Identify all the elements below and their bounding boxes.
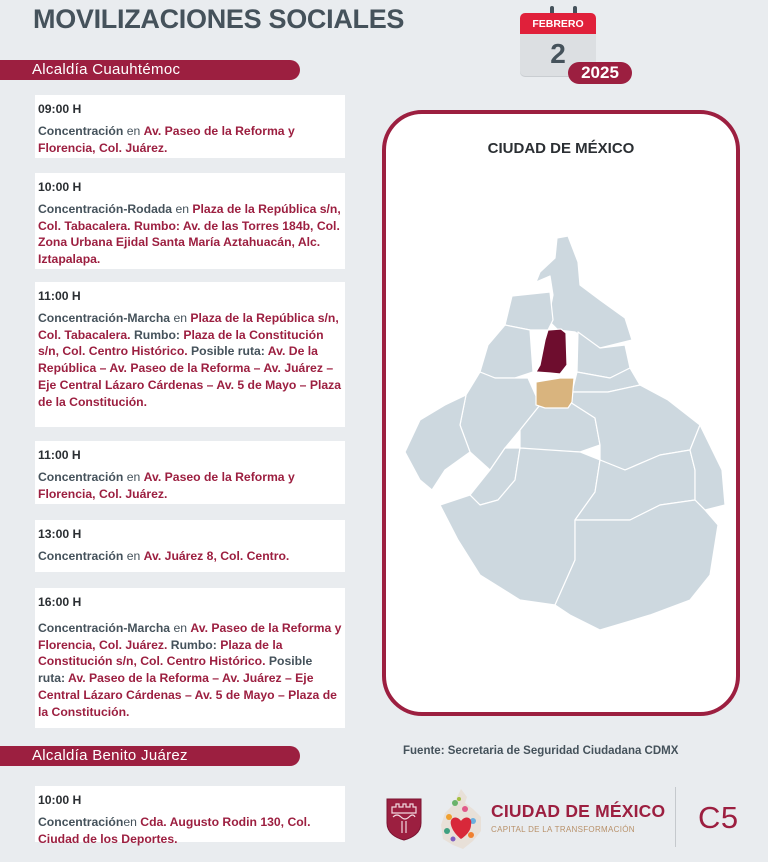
event-card	[35, 173, 345, 269]
event-type: Concentración	[38, 469, 124, 484]
cdmx-brand	[491, 801, 665, 834]
c5-logo: C5	[698, 800, 739, 835]
calendar-year: 2025	[568, 62, 632, 84]
section-banner-benito-juarez: Alcaldía Benito Juárez	[0, 746, 300, 766]
event-location: Cda. Augusto Rodin 130, Col. Ciudad de los Deportes.	[38, 814, 311, 846]
event-connector: en	[123, 814, 141, 829]
page-title: MOVILIZACIONES SOCIALES	[33, 4, 405, 34]
map-region-cuauhtemoc	[536, 329, 567, 374]
map-title: CIUDAD DE MÉXICO	[487, 140, 635, 157]
event-location: Av. Paseo de la Reforma y Florencia, Col. Juárez.	[38, 123, 295, 155]
map-region-cuajimalpa	[405, 395, 470, 490]
event-type: Concentración	[38, 123, 124, 138]
map-region-tlahuac	[690, 425, 725, 510]
event-path: Av. Paseo de la Reforma – Av. Juárez – Eje Central Lázaro Cárdenas – Av. 5 de Mayo – Plaza de la Constitución.	[38, 671, 337, 719]
event-connector: en	[170, 620, 191, 635]
event-connector: en	[123, 469, 144, 484]
cdmx-map	[400, 230, 730, 630]
event-description	[38, 548, 342, 565]
event-connector: en	[172, 201, 193, 216]
event-description	[38, 310, 342, 411]
brand-title: CIUDAD DE MÉXICO	[491, 801, 666, 821]
event-type: Concentración	[38, 814, 124, 829]
logo-divider	[675, 787, 676, 847]
event-description	[38, 469, 342, 503]
event-time: 16:00 H	[38, 595, 82, 609]
event-time: 10:00 H	[38, 793, 82, 807]
calendar-icon	[520, 6, 632, 82]
map-region-benito-juarez	[536, 378, 574, 408]
event-card	[35, 282, 345, 427]
map-panel	[382, 110, 740, 716]
event-connector: en	[170, 310, 191, 325]
event-type: Concentración-Marcha	[38, 310, 171, 325]
event-card	[35, 441, 345, 504]
event-time: 10:00 H	[38, 180, 82, 194]
event-time: 11:00 H	[38, 289, 81, 303]
event-card	[35, 95, 345, 158]
source-note: Fuente: Secretaria de Seguridad Ciudadana CDMX	[403, 745, 679, 757]
map-region-miguel-hidalgo	[480, 325, 533, 378]
cdmx-heart-logo-icon	[437, 787, 485, 851]
event-time: 13:00 H	[38, 527, 82, 541]
event-connector: en	[123, 548, 144, 563]
event-connector: en	[123, 123, 144, 138]
event-type: Concentración-Rodada	[38, 201, 173, 216]
event-path: Av. De la República – Av. Paseo de la Reforma – Av. Juárez – Eje Central Lázaro Cárdenas – Av. 5 de Mayo – Plaza de la Constitución.	[38, 344, 342, 409]
route-label: Rumbo:	[167, 637, 221, 652]
event-description	[38, 201, 342, 268]
cdmx-shield-logo-icon	[384, 797, 424, 841]
event-location: Av. Paseo de la Reforma y Florencia, Col. Juárez.	[38, 620, 342, 652]
path-label: Posible ruta:	[187, 344, 268, 359]
event-time: 09:00 H	[38, 102, 82, 116]
event-card	[35, 588, 345, 728]
event-location: Av. Paseo de la Reforma y Florencia, Col. Juárez.	[38, 469, 295, 501]
event-destination: Plaza de la Constitución s/n, Col. Centro Histórico.	[38, 637, 283, 669]
path-label: Posible ruta:	[38, 654, 313, 686]
event-card	[35, 786, 345, 846]
event-description	[38, 620, 342, 721]
route-label: Rumbo:	[130, 327, 184, 342]
event-time: 11:00 H	[38, 448, 81, 462]
event-location: Av. Juárez 8, Col. Centro.	[143, 548, 290, 563]
calendar-day: 2	[520, 34, 596, 76]
event-description	[38, 814, 342, 848]
event-destination: Plaza de la Constitución s/n, Col. Centro Histórico.	[38, 327, 324, 359]
map-region-azcapotzalco	[505, 292, 553, 330]
event-description	[38, 123, 342, 157]
event-type: Concentración-Marcha	[38, 620, 171, 635]
event-location: Plaza de la República s/n, Col. Tabacalera.	[38, 310, 339, 342]
event-location: Plaza de la República s/n, Col. Tabacalera. Rumbo: Av. de las Torres 184b, Col. Zona Urbana Ejidal Santa María Aztahuacán, Alc. Iztapalapa.	[38, 201, 341, 267]
calendar-month: FEBRERO	[520, 13, 596, 34]
event-card	[35, 520, 345, 572]
event-type: Concentración	[38, 548, 124, 563]
map-region-milpa-alta	[555, 500, 718, 630]
brand-subtitle: CAPITAL DE LA TRANSFORMACIÓN	[491, 825, 635, 834]
section-banner-cuauhtemoc: Alcaldía Cuauhtémoc	[0, 60, 300, 80]
